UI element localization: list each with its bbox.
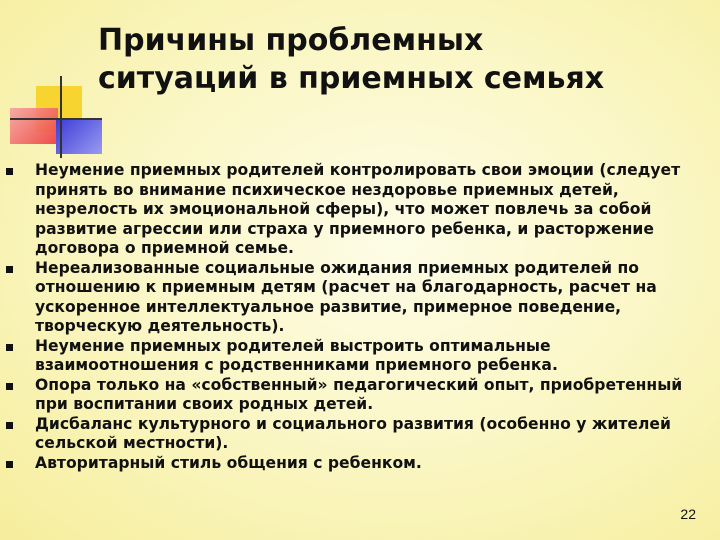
bullet-item xyxy=(6,415,696,454)
bullet-list xyxy=(6,161,696,473)
bullet-text: Дисбаланс культурного и социального развития (особенно у жителей сельской местности). xyxy=(35,414,671,452)
title-line-2: ситуаций в приемных семьях xyxy=(98,61,605,96)
bullet-text: Авторитарный стиль общения с ребенком. xyxy=(35,453,422,472)
bullet-text: Неумение приемных родителей контролировать свои эмоции (следует принять во внимание психическое нездоровье приемных детей, незрелость их эмоциональной сферы), что может повлечь за собой развитие агрессии или страха у приемного ребенка, и расторжение договора о приемной семье. xyxy=(35,161,681,257)
bullet-item xyxy=(6,376,696,415)
bullet-text: Нереализованные социальные ожидания приемных родителей по отношению к приемным детям (расчет на благодарность, расчет на ускоренное интеллектуальное развитие, примерное поведение, творческую деятельность). xyxy=(35,258,657,335)
square-bullet-icon xyxy=(6,344,13,351)
title-line-1: Причины проблемных xyxy=(98,23,484,58)
bullet-item xyxy=(6,161,696,259)
bullet-item xyxy=(6,337,696,376)
bullet-item xyxy=(6,454,696,474)
square-bullet-icon xyxy=(6,266,13,273)
page-number: 22 xyxy=(680,506,696,522)
slide-title xyxy=(98,22,698,98)
square-bullet-icon xyxy=(6,422,13,429)
decor-horizontal-line xyxy=(10,118,102,120)
square-bullet-icon xyxy=(6,461,13,468)
square-bullet-icon xyxy=(6,383,13,390)
decor-vertical-line xyxy=(60,76,62,158)
bullet-item xyxy=(6,259,696,337)
square-bullet-icon xyxy=(6,168,13,175)
decor-red-square xyxy=(10,108,58,144)
bullet-text: Опора только на «собственный» педагогический опыт, приобретенный при воспитании своих родных детей. xyxy=(35,375,683,413)
bullet-text: Неумение приемных родителей выстроить оптимальные взаимоотношения с родственниками приемного ребенка. xyxy=(35,336,558,374)
decor-blue-square xyxy=(56,118,102,154)
